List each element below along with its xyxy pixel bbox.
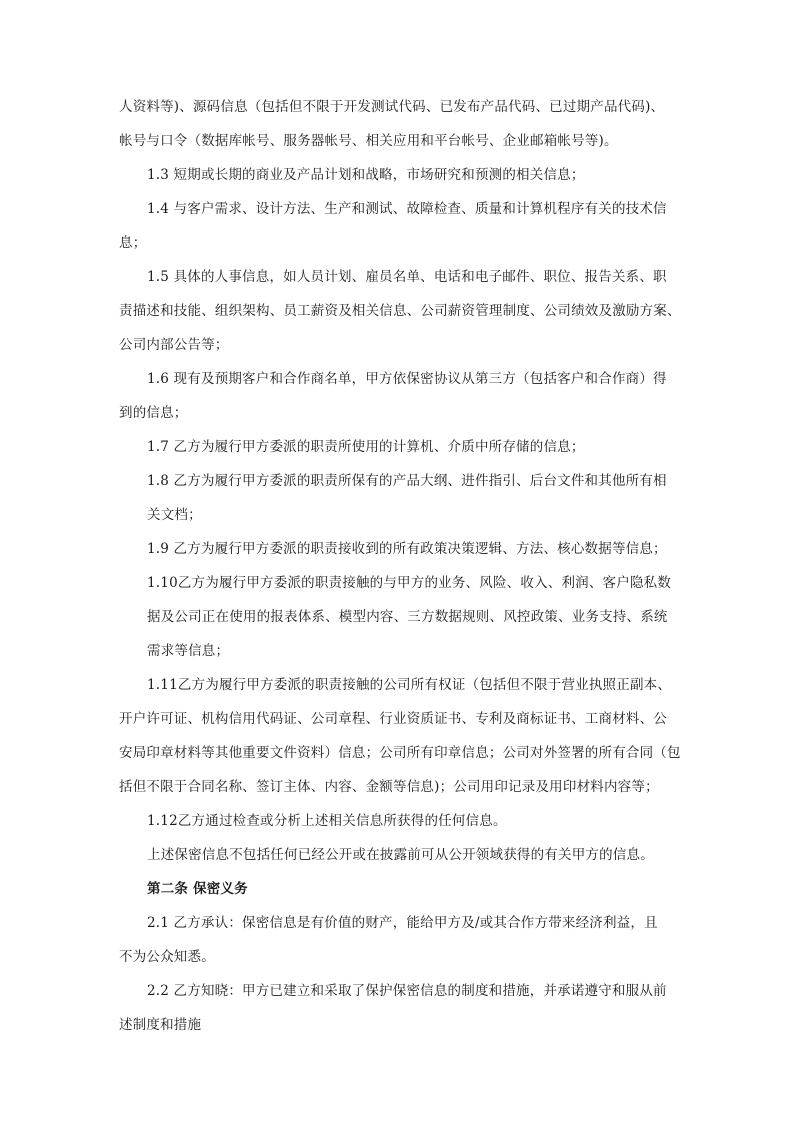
text-line: 责描述和技能、组织架构、员工薪资及相关信息、公司薪资管理制度、公司绩效及激励方案、 — [119, 303, 681, 319]
text-line: 述制度和措施 — [119, 1017, 202, 1033]
text-line: 括但不限于合同名称、签订主体、内容、金额等信息)；公司用印记录及用印材料内容等； — [119, 779, 659, 795]
text-line: 到的信息； — [119, 405, 188, 421]
text-line: 1.7 乙方为履行甲方委派的职责所使用的计算机、介质中所存储的信息； — [147, 439, 585, 455]
text-line: 1.8 乙方为履行甲方委派的职责所保有的产品大纲、进件指引、后台文件和其他所有相 — [147, 473, 667, 489]
text-line: 帐号与口令（数据库帐号、服务器帐号、相关应用和平台帐号、企业邮箱帐号等)。 — [119, 133, 618, 149]
text-line: 1.5 具体的人事信息，如人员计划、雇员名单、电话和电子邮件、职位、报告关系、职 — [147, 269, 667, 285]
text-line: 上述保密信息不包括任何已经公开或在披露前可从公开领域获得的有关甲方的信息。 — [147, 847, 654, 863]
text-line: 息； — [119, 235, 147, 251]
text-line: 1.12乙方通过检查或分析上述相关信息所获得的任何信息。 — [147, 813, 507, 829]
text-line: 2.2 乙方知晓：甲方已建立和采取了保护保密信息的制度和措施，并承诺遵守和服从前 — [147, 983, 667, 999]
text-line: 1.10乙方为履行甲方委派的职责接触的与甲方的业务、风险、收入、利润、客户隐私数 — [147, 575, 672, 591]
text-line: 不为公众知悉。 — [119, 949, 215, 965]
text-line: 1.4 与客户需求、设计方法、生产和测试、故障检查、质量和计算机程序有关的技术信 — [147, 201, 667, 217]
text-line: 需求等信息； — [147, 643, 230, 659]
text-line: 公司内部公告等； — [119, 337, 229, 353]
text-line: 1.3 短期或长期的商业及产品计划和战略，市场研究和预测的相关信息； — [147, 167, 585, 183]
text-line: 据及公司正在使用的报表体系、模型内容、三方数据规则、风控政策、业务支持、系统 — [147, 609, 668, 625]
text-line: 人资料等)、源码信息（包括但不限于开发测试代码、已发布产品代码、已过期产品代码)、 — [119, 99, 665, 115]
text-line: 1.9 乙方为履行甲方委派的职责接收到的所有政策决策逻辑、方法、核心数据等信息； — [147, 541, 667, 557]
text-line: 2.1 乙方承认：保密信息是有价值的财产，能给甲方及/或其合作方带来经济利益，且 — [147, 915, 658, 931]
text-line: 1.6 现有及预期客户和合作商名单，甲方依保密协议从第三方（包括客户和合作商）得 — [147, 371, 667, 387]
text-line: 安局印章材料等其他重要文件资料）信息；公司所有印章信息；公司对外签署的所有合同（包 — [119, 745, 681, 761]
text-line: 关文档； — [147, 507, 202, 523]
text-line: 1.11乙方为履行甲方委派的职责接触的公司所有权证（包括但不限于营业执照正副本、 — [147, 677, 672, 693]
section-heading: 第二条 保密义务 — [147, 881, 248, 897]
text-line: 开户许可证、机构信用代码证、公司章程、行业资质证书、专利及商标证书、工商材料、公 — [119, 711, 667, 727]
